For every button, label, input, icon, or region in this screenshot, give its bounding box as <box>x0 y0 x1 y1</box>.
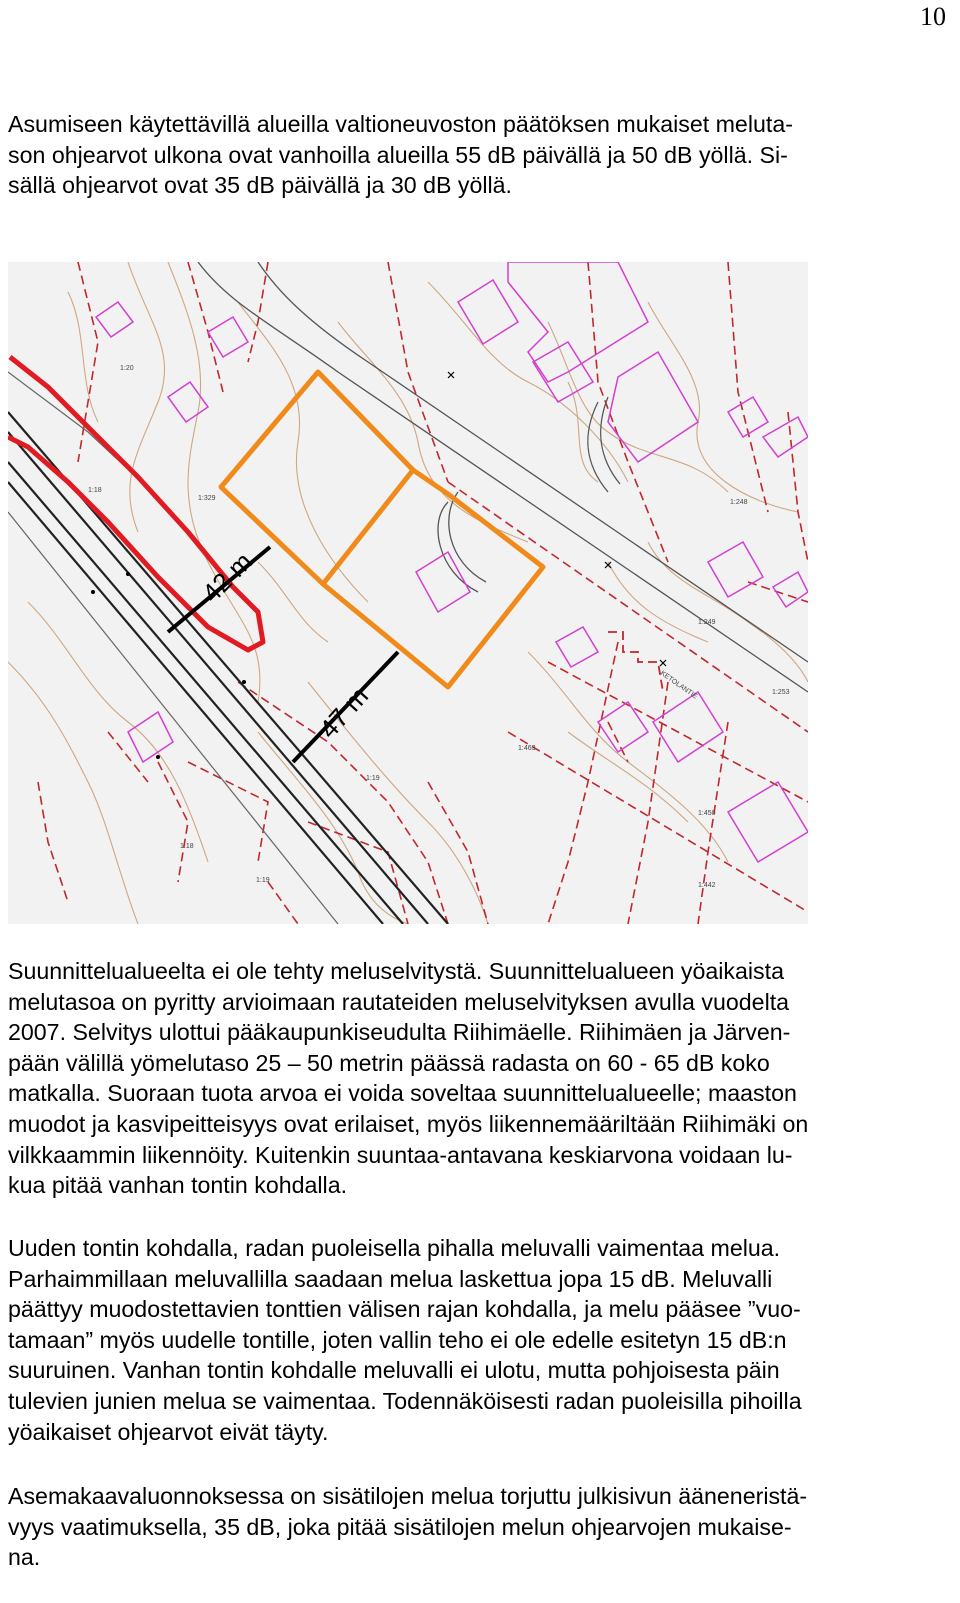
svg-text:1:249: 1:249 <box>698 619 716 626</box>
terrain-contours <box>8 262 808 924</box>
text-line: Asemakaavaluonnoksessa on sisätilojen melua torjuttu julkisivun ääneneristä- <box>8 1483 808 1509</box>
paragraph-facade-insulation <box>8 1481 948 1573</box>
text-line: kua pitää vanhan tontin kohdalla. <box>8 1172 348 1199</box>
svg-text:1:18: 1:18 <box>88 487 102 494</box>
paragraph-noise-guidelines <box>8 109 948 201</box>
plot-boundaries <box>221 372 543 687</box>
text-line: pään välillä yömelutaso 25 – 50 metrin päässä radasta on 60 - 65 dB koko <box>8 1049 770 1076</box>
paragraph-noise-barrier <box>8 1233 948 1447</box>
text-line: päättyy muodostettavien tonttien välisen rajan kohdalla, ja melu pääsee ”vuo- <box>8 1296 801 1323</box>
buildings <box>96 262 808 862</box>
text-line: son ohjearvot ulkona ovat vanhoilla alueilla 55 dB päivällä ja 50 dB yöllä. Si- <box>8 141 788 168</box>
road-edges <box>198 262 808 692</box>
svg-text:1:329: 1:329 <box>198 495 216 502</box>
text-line: tamaan” myös uudelle tontille, joten vallin teho ei ole edelle esitetyn 15 dB:n <box>8 1326 787 1353</box>
svg-text:1:18: 1:18 <box>180 843 194 850</box>
text-line: Suunnittelualueelta ei ole tehty meluselvitystä. Suunnittelualueen yöaikaista <box>8 958 784 984</box>
svg-text:1:450: 1:450 <box>698 810 716 817</box>
page-number: 10 <box>920 2 946 31</box>
red-plot-outline <box>608 632 663 692</box>
text-line: na. <box>8 1544 41 1571</box>
text-line: vilkkaammin liikennöity. Kuitenkin suuntaa-antavana keskiarvona voidaan lu- <box>8 1141 793 1168</box>
svg-text:1:248: 1:248 <box>730 499 748 506</box>
svg-text:1:463: 1:463 <box>518 745 536 752</box>
svg-text:1:20: 1:20 <box>120 365 134 372</box>
dimension-47m-label: 47 m <box>313 680 375 745</box>
text-line: yöaikaiset ohjearvot eivät täyty. <box>8 1418 329 1445</box>
svg-text:1:19: 1:19 <box>256 877 270 884</box>
text-line: matkalla. Suoraan tuota arvoa ei voida soveltaa suunnittelualueelle; maaston <box>8 1080 797 1107</box>
text-line: melutasoa on pyritty arvioimaan rautateiden meluselvityksen avulla vuodelta <box>8 988 790 1015</box>
text-line: muodot ja kasvipeitteisyys ovat erilaiset, myös liikennemääriltään Riihimäki on <box>8 1110 809 1137</box>
site-map <box>8 262 808 924</box>
svg-text:1:442: 1:442 <box>698 882 716 889</box>
text-line: tulevien junien melua se vaimentaa. Todennäköisesti radan puoleisilla pihoilla <box>8 1387 802 1414</box>
text-line: sällä ohjearvot ovat 35 dB päivällä ja 30 dB yöllä. <box>8 172 512 199</box>
paragraph-noise-assessment <box>8 956 948 1201</box>
railway-tracks <box>8 372 448 924</box>
svg-text:1:19: 1:19 <box>366 775 380 782</box>
text-line: 2007. Selvitys ulottui pääkaupunkiseudulta Riihimäelle. Riihimäen ja Järven- <box>8 1019 791 1046</box>
text-line: Uuden tontin kohdalla, radan puoleisella pihalla meluvalli vaimentaa melua. <box>8 1235 781 1261</box>
text-line: Parhaimmillaan meluvallilla saadaan melua laskettua jopa 15 dB. Meluvalli <box>8 1265 773 1292</box>
text-line: vyys vaatimuksella, 35 dB, joka pitää sisätilojen melun ohjearvojen mukaise- <box>8 1513 792 1540</box>
svg-text:1:253: 1:253 <box>772 689 790 696</box>
text-line: Asumiseen käytettävillä alueilla valtioneuvoston päätöksen mukaiset meluta- <box>8 111 793 137</box>
svg-text:KETOLANTIE: KETOLANTIE <box>658 669 699 701</box>
text-line: suuruinen. Vanhan tontin kohdalle meluvalli ei ulotu, mutta pohjoisesta päin <box>8 1357 780 1384</box>
property-lines <box>38 262 808 924</box>
dimension-42m-label: 42 m <box>196 546 259 609</box>
